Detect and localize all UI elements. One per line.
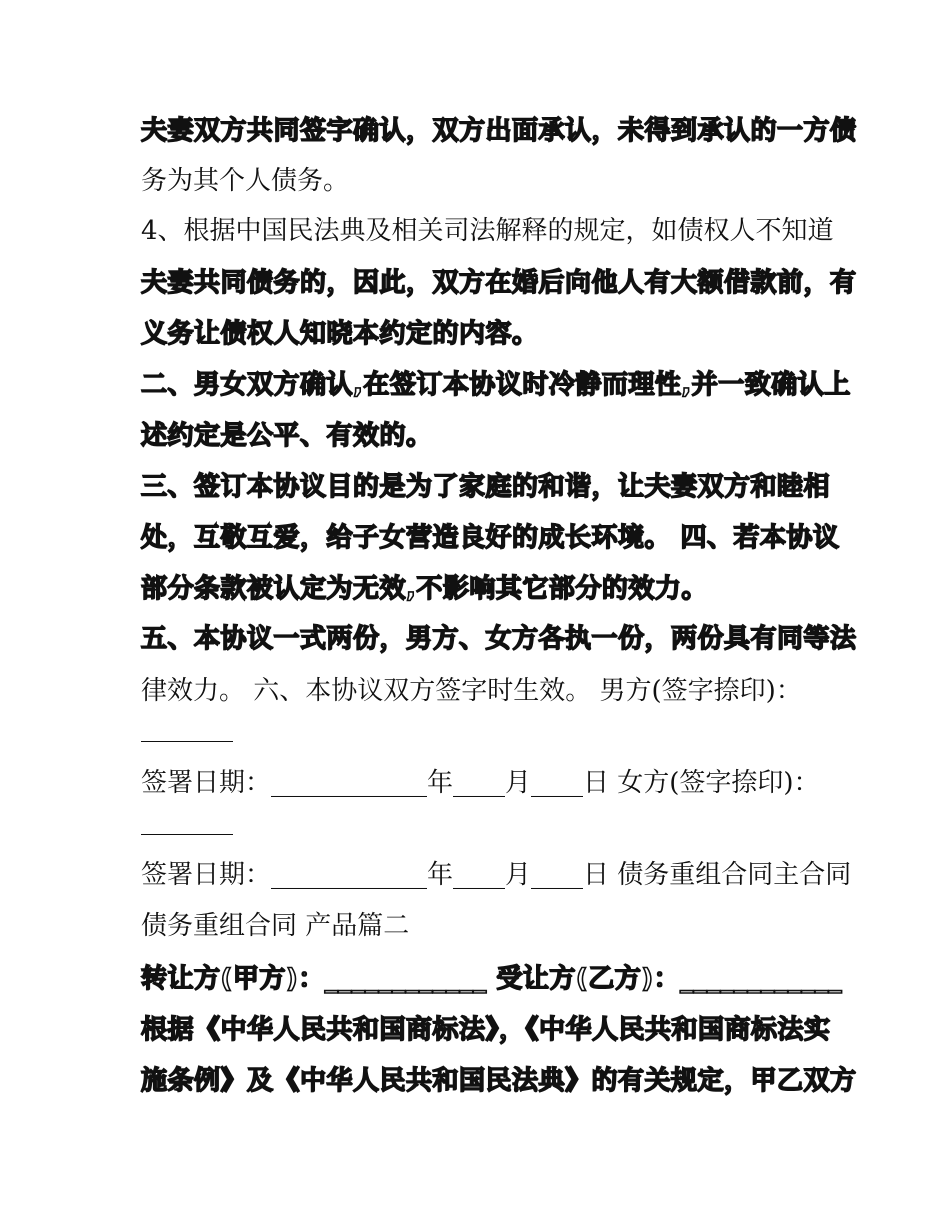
- text-line: 转让方(甲方)：____________ 受让方(乙方)：____________: [141, 964, 843, 994]
- text-line: 述约定是公平、有效的。: [141, 421, 433, 451]
- text-line: 务为其个人债务。: [141, 166, 350, 196]
- text-line: 部分条款被认定为无效,不影响其它部分的效力。: [141, 574, 708, 604]
- text-line: 处，互敬互爱，给子女营造良好的成长环境。 四、若本协议: [141, 523, 840, 553]
- text-line: 夫妻共同债务的，因此，双方在婚后向他人有大额借款前，有: [141, 268, 857, 298]
- signature-blank-line: [141, 834, 233, 835]
- text-line: 签署日期：____________年____月____日 债务重组合同主合同: [141, 860, 852, 890]
- text-line: 三、签订本协议目的是为了家庭的和谐，让夫妻双方和睦相: [141, 472, 831, 502]
- signature-blank-line: [141, 741, 233, 742]
- text-line: 夫妻双方共同签字确认，双方出面承认，未得到承认的一方债: [141, 116, 857, 146]
- text-line: 义务让债权人知晓本约定的内容。: [141, 319, 539, 349]
- text-line: 律效力。 六、本协议双方签字时生效。 男方(签字捺印)：: [141, 676, 802, 706]
- text-line: 4、根据中国民法典及相关司法解释的规定，如债权人不知道: [141, 216, 834, 246]
- text-line: 债务重组合同 产品篇二: [141, 911, 410, 941]
- text-line: 二、男女双方确认,在签订本协议时冷静而理性,并一致确认上: [141, 370, 851, 400]
- text-line: 五、本协议一式两份，男方、女方各执一份，两份具有同等法: [141, 624, 857, 654]
- text-line: 签署日期：____________年____月____日 女方(签字捺印)：: [141, 768, 820, 798]
- text-line: 根据《中华人民共和国商标法》，《中华人民共和国商标法实: [141, 1015, 831, 1045]
- text-line: 施条例》及《中华人民共和国民法典》的有关规定，甲乙双方: [141, 1066, 857, 1096]
